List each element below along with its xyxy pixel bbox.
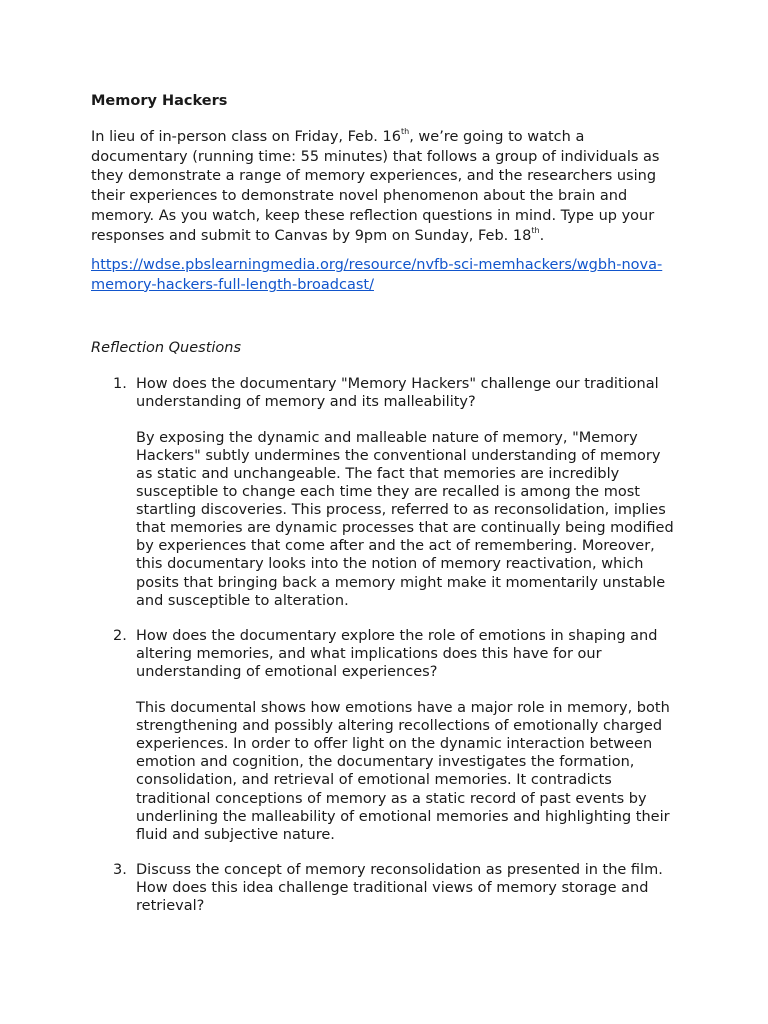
intro-superscript-2: th [531, 225, 540, 235]
question-text: Discuss the concept of memory reconsolidation as presented in the film. How does this idea challenge traditional views of memory storage and retrieval? [136, 861, 663, 914]
question-text: How does the documentary explore the role of emotions in shaping and altering memories, and what implications does this have for our understanding of emotional experiences? [136, 627, 658, 680]
documentary-link[interactable]: https://wdse.pbslearningmedia.org/resource/nvfb-sci-memhackers/wgbh-nova-memory-hackers-full-length-broadcast/ [91, 257, 663, 293]
question-number: 2. [113, 627, 127, 644]
intro-text-3: . [539, 227, 545, 244]
intro-paragraph [91, 128, 680, 246]
answer-text: By exposing the dynamic and malleable nature of memory, "Memory Hackers" subtly undermines the conventional understanding of memory as static and unchangeable. The fact that memories are incredibly susceptible to change each time they are recalled is among the most startling discoveries. This process, referred to as reconsolidation, implies that memories are dynamic processes that are continually being modified by experiences that come after and the act of remembering. Moreover, this documentary looks into the notion of memory reactivation, which posits that bringing back a memory might make it momentarily unstable and susceptible to alteration. [136, 429, 674, 609]
answer-text: This documental shows how emotions have a major role in memory, both strengthening and possibly altering recollections of emotionally charged experiences. In order to offer light on the dynamic interaction between emotion and cognition, the documentary investigates the formation, consolidation, and retrieval of emotional memories. It contradicts traditional conceptions of memory as a static record of past events by underlining the malleability of emotional memories and highlighting their fluid and subjective nature. [136, 700, 670, 843]
question-list [91, 375, 680, 915]
intro-text-1: In lieu of in-person class on Friday, Feb. 16 [91, 129, 401, 145]
list-item [91, 627, 680, 844]
question-number: 1. [113, 375, 127, 392]
intro-text-2: , we’re going to watch a documentary (running time: 55 minutes) that follows a group of individuals as they demonstrate a range of memory experiences, and the researchers using their experiences to demonstrate novel phenomenon about the brain and memory. As you watch, keep these reflection questions in mind. Type up your responses and submit to Canvas by 9pm on Sunday, Feb. 18 [91, 129, 660, 244]
document-title: Memory Hackers [91, 93, 228, 109]
question-number: 3. [113, 861, 127, 878]
section-heading: Reflection Questions [91, 339, 242, 356]
list-item [91, 861, 680, 915]
intro-superscript-1: th [400, 127, 410, 137]
list-item [91, 375, 680, 610]
question-text: How does the documentary "Memory Hackers" challenge our traditional understanding of memory and its malleability? [136, 375, 659, 410]
